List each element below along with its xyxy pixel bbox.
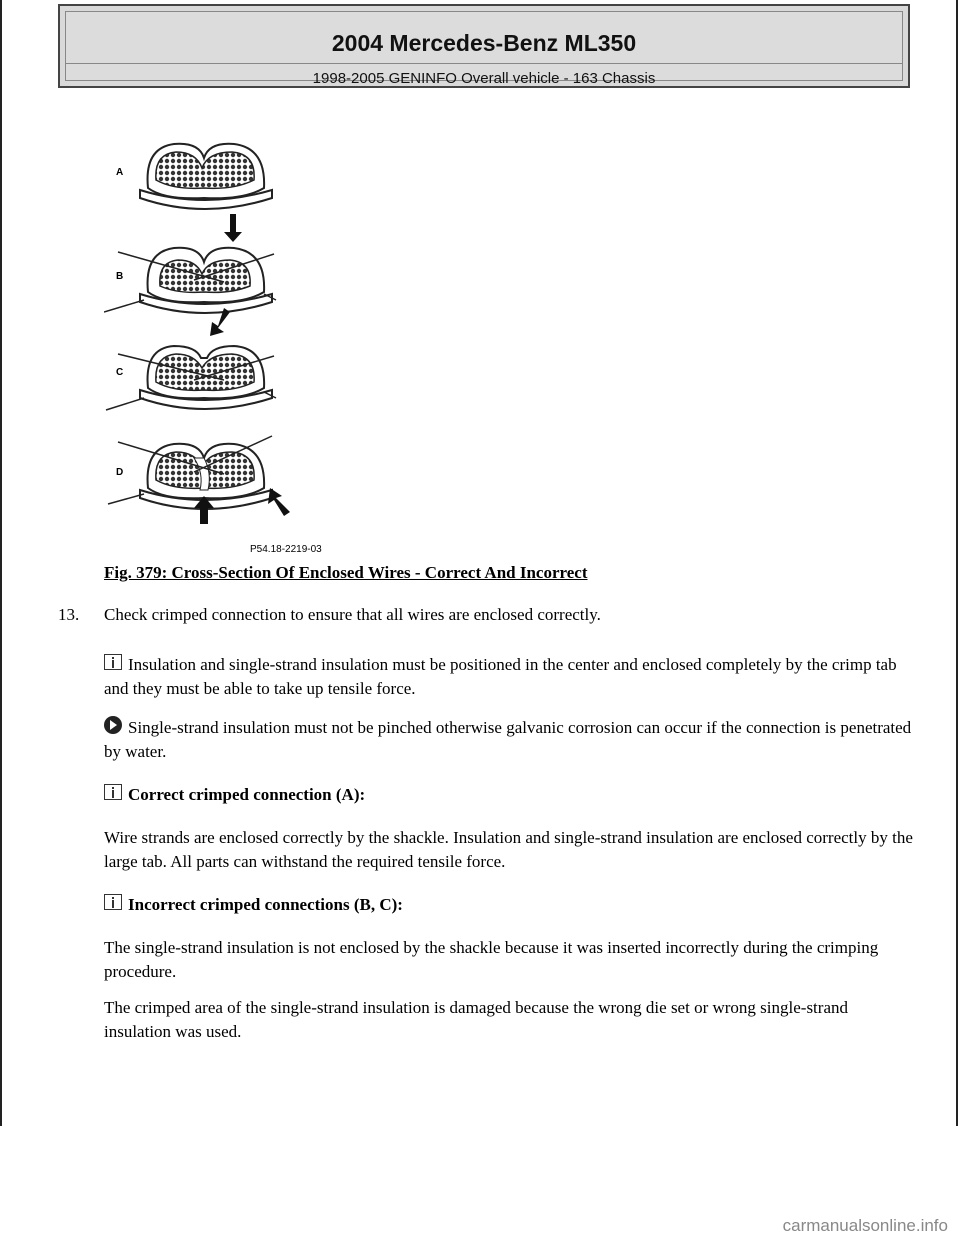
section-heading: Correct crimped connection (A):	[128, 785, 366, 804]
info-icon	[104, 894, 122, 910]
caution-icon	[104, 716, 122, 734]
section-paragraph: The crimped area of the single-strand insulation is damaged because the wrong die set or wrong single-strand insulation was used.	[104, 998, 848, 1041]
page-header	[58, 4, 910, 88]
label-c: C	[116, 367, 124, 378]
step-number: 13.	[58, 605, 80, 624]
note-text: Insulation and single-strand insulation must be positioned in the center and enclosed completely by the crimp tab and they must be able to take up tensile force.	[104, 655, 897, 698]
info-icon	[104, 654, 122, 670]
crimp-diagram-c	[106, 308, 276, 410]
info-icon	[104, 784, 122, 800]
note-info	[104, 653, 914, 701]
section-heading-incorrect	[104, 893, 914, 917]
crimp-diagram-d	[108, 436, 290, 524]
step-13	[58, 605, 918, 625]
figure-caption: Fig. 379: Cross-Section Of Enclosed Wires - Correct And Incorrect	[104, 563, 588, 582]
figure-code: P54.18-2219-03	[250, 544, 322, 555]
section-heading: Incorrect crimped connections (B, C):	[128, 895, 403, 914]
crimp-diagram-b	[104, 214, 276, 313]
header-panel	[65, 11, 903, 87]
step-text: Check crimped connection to ensure that all wires are enclosed correctly.	[104, 605, 601, 624]
note-caution	[104, 716, 914, 764]
header-title: 2004 Mercedes-Benz ML350	[331, 30, 637, 56]
header-subtitle: 1998-2005 GENINFO Overall vehicle - 163 Chassis	[312, 70, 656, 87]
header-divider	[66, 63, 902, 64]
crimp-diagram-a	[116, 144, 272, 209]
label-d: D	[116, 467, 124, 478]
label-a: A	[116, 167, 124, 178]
footer-watermark: carmanualsonline.info	[782, 1216, 948, 1235]
section-heading-correct	[104, 783, 914, 807]
section-paragraph: The single-strand insulation is not enclosed by the shackle because it was inserted incorrectly during the crimping procedure.	[104, 938, 879, 981]
section-paragraph: Wire strands are enclosed correctly by the shackle. Insulation and single-strand insulation are enclosed correctly by the large tab. All parts can withstand the required tensile force.	[104, 828, 913, 871]
crimp-cross-section-figure	[104, 128, 352, 556]
label-b: B	[116, 271, 124, 282]
note-text: Single-strand insulation must not be pinched otherwise galvanic corrosion can occur if the connection is penetrated by water.	[104, 718, 912, 761]
